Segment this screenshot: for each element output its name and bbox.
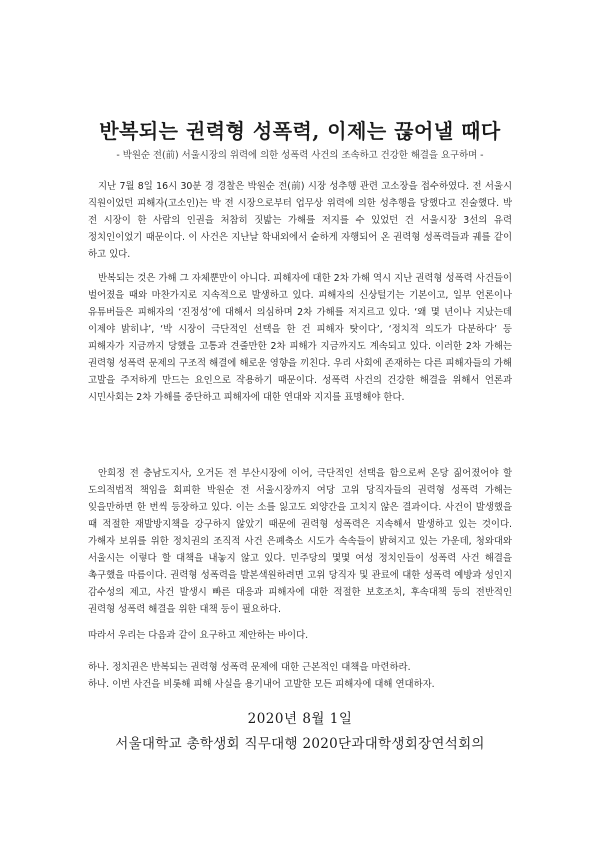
demand-item-1: 하나. 정치권은 반복되는 권력형 성폭력 문제에 대한 근본적인 대책을 마련하라.: [88, 662, 411, 673]
demands-intro: 따라서 우리는 다음과 같이 요구하고 제안하는 바이다.: [88, 630, 309, 641]
issuing-organization: 서울대학교 총학생회 직무대행 2020단과대학생회장연석회의: [115, 736, 485, 752]
statement-date: 2020년 8월 1일: [247, 711, 353, 727]
demand-item-2: 하나. 이번 사건을 비롯해 피해 사실을 용기내어 고발한 모든 피해자에 대해 연대하자.: [88, 679, 435, 690]
body-paragraph-2: 반복되는 것은 가해 그 자체뿐만이 아니다. 피해자에 대한 2차 가해 역시 지난 권력형 성폭력 사건들이 벌어졌을 때와 마찬가지로 지속적으로 발생하고 있다. 피해자의 신상털기는 기본이고, 일부 언론이나 유튜버들은 피해자의 ‘진정성’에 대해서 의심하며 2차 가해를 저지르고 있다. ‘왜 몇 년이나 지났는데 이제야 밝히냐’, ‘박 시장이 극단적인 선택을 한 건 피해자 탓이다’, ‘정치적 의도가 다분하다’ 등 피해자가 지금까지 당했을 고통과 견줄만한 2차 피해가 지금까지도 계속되고 있다. 이러한 2차 가해는 권력형 성폭력 문제의 구조적 해결에 해로운 영향을 끼친다. 우리 사회에 존재하는 다른 피해자들의 가해 고발을 주저하게 만드는 요인으로 작용하기 때문이다. 성폭력 사건의 건강한 해결을 위해서 언론과 시민사회는 2차 가해를 중단하고 피해자에 대한 연대와 지지를 표명해야 한다.: [88, 273, 512, 403]
document-subtitle: - 박원순 전(前) 서울시장의 위력에 의한 성폭력 사건의 조속하고 건강한 해결을 요구하며 -: [116, 150, 484, 161]
body-paragraph-1: 지난 7월 8일 16시 30분 경 경찰은 박원순 전(前) 시장 성추행 관련 고소장을 접수하였다. 전 서울시 직원이었던 피해자(고소인)는 박 전 시장으로부터 업무상 위력에 의한 성추행을 당했다고 진술했다. 박 전 시장이 한 사람의 인권을 처참히 짓밟는 가해를 저지를 수 있었던 건 서울시장 3선의 유력 정치인이었기 때문이다. 이 사건은 지난날 학내외에서 숱하게 자행되어 온 권력형 성폭력들과 궤를 같이 하고 있다.: [88, 181, 512, 260]
body-paragraph-3: 안희정 전 충남도지사, 오거돈 전 부산시장에 이어, 극단적인 선택을 함으로써 온당 짊어졌어야 할 도의적법적 책임을 회피한 박원순 전 서울시장까지 여당 고위 당직자들의 권력형 성폭력 가해는 잊을만하면 한 번씩 등장하고 있다. 이는 소를 잃고도 외양간을 고치지 않은 결과이다. 사건이 발생했을 때 적절한 재발방지책을 강구하지 않았기 때문에 권력형 성폭력은 지속해서 발생하고 있는 것이다. 가해자 보위를 위한 정치권의 조직적 사건 은폐축소 시도가 속속들이 밝혀지고 있는 가운데, 청와대와 서울시는 이렇다 할 대책을 내놓지 않고 있다. 민주당의 몇몇 여성 정치인들이 성폭력 사건 해결을 촉구했을 따름이다. 권력형 성폭력을 발본색원하려면 고위 당직자 및 관료에 대한 성폭력 예방과 성인지 감수성의 제고, 사건 발생시 빠른 대응과 피해자에 대한 적절한 보호조치, 후속대책 등의 전반적인 권력형 성폭력 해결을 위한 대책 등이 필요하다.: [88, 468, 512, 615]
document-title: 반복되는 권력형 성폭력, 이제는 끊어낼 때다: [99, 119, 501, 143]
